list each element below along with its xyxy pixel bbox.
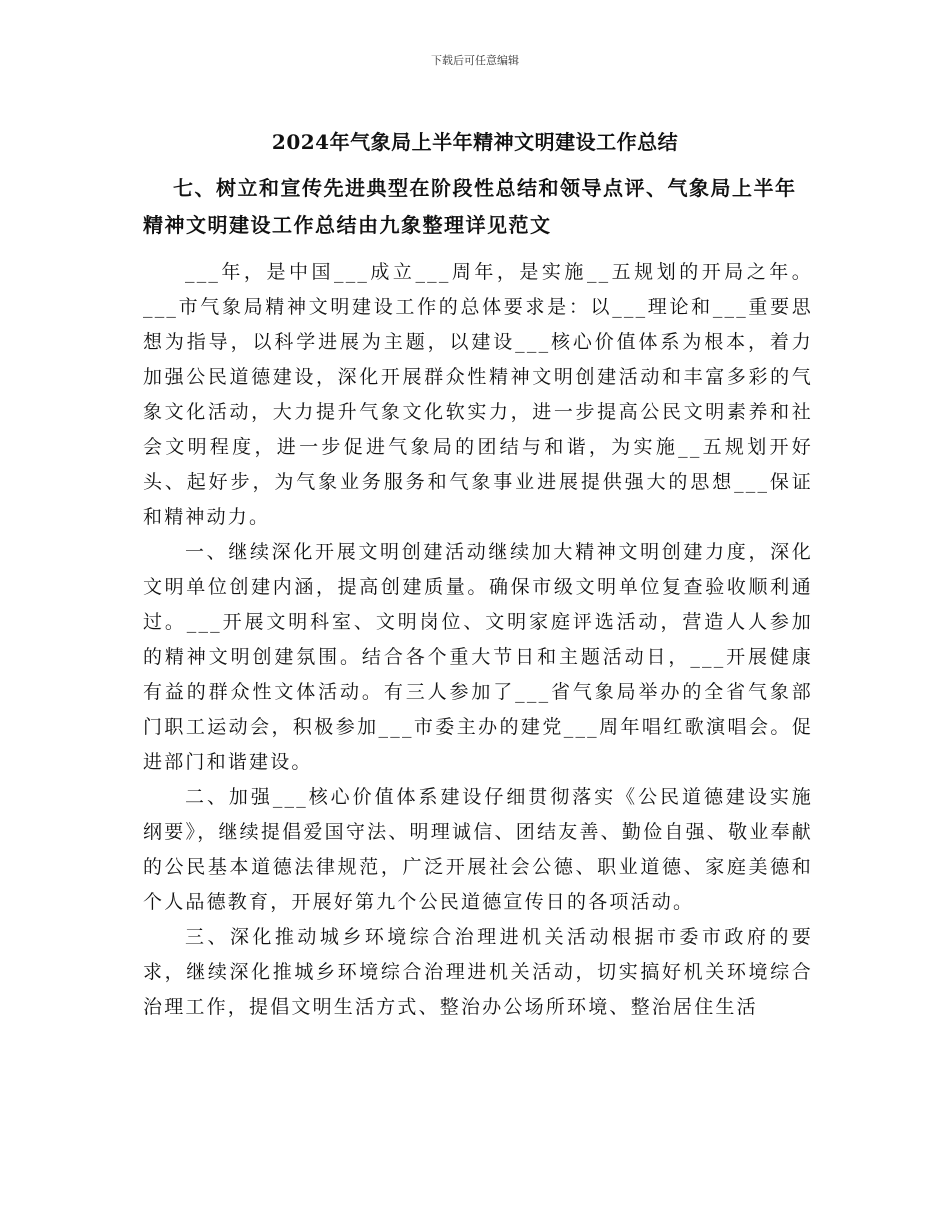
page-header: 下载后可任意编辑: [431, 54, 519, 67]
paragraph-section-2: 二、加强___核心价值体系建设仔细贯彻落实《公民道德建设实施纲要》，继续提倡爱国守法、明理诚信、团结友善、勤俭自强、敬业奉献的公民基本道德法律规范，广泛开展社会公德、职业道德、家庭美德和个人品德教育，开展好第九个公民道德宣传日的各项活动。: [143, 786, 813, 913]
paragraph-intro: ___年，是中国___成立___周年，是实施__五规划的开局之年。___市气象局精神文明建设工作的总体要求是：以___理论和___重要思想为指导，以科学进展为主题，以建设___核心价值体系为根本，着力加强公民道德建设，深化开展群众性精神文明创建活动和丰富多彩的气象文化活动，大力提升气象文化软实力，进一步提高公民文明素养和社会文明程度，进一步促进气象局的团结与和谐，为实施__五规划开好头、起好步，为气象业务服务和气象事业进展提供强大的思想___保证和精神动力。: [143, 261, 813, 528]
document-subtitle: 七、树立和宣传先进典型在阶段性总结和领导点评、气象局上半年精神文明建设工作总结由九象整理详见范文: [143, 176, 797, 237]
document-title: 2024年气象局上半年精神文明建设工作总结: [271, 130, 679, 154]
paragraph-section-1: 一、继续深化开展文明创建活动继续加大精神文明创建力度，深化文明单位创建内涵，提高创建质量。确保市级文明单位复查验收顺利通过。___开展文明科室、文明岗位、文明家庭评选活动，营造人人参加的精神文明创建氛围。结合各个重大节日和主题活动日，___开展健康有益的群众性文体活动。有三人参加了___省气象局举办的全省气象部门职工运动会，积极参加___市委主办的建党___周年唱红歌演唱会。促进部门和谐建设。: [143, 541, 813, 773]
paragraph-section-3: 三、深化推动城乡环境综合治理进机关活动根据市委市政府的要求，继续深化推城乡环境综合治理进机关活动，切实搞好机关环境综合治理工作，提倡文明生活方式、整治办公场所环境、整治居住生活: [143, 926, 813, 1018]
document-body: [143, 255, 813, 1025]
